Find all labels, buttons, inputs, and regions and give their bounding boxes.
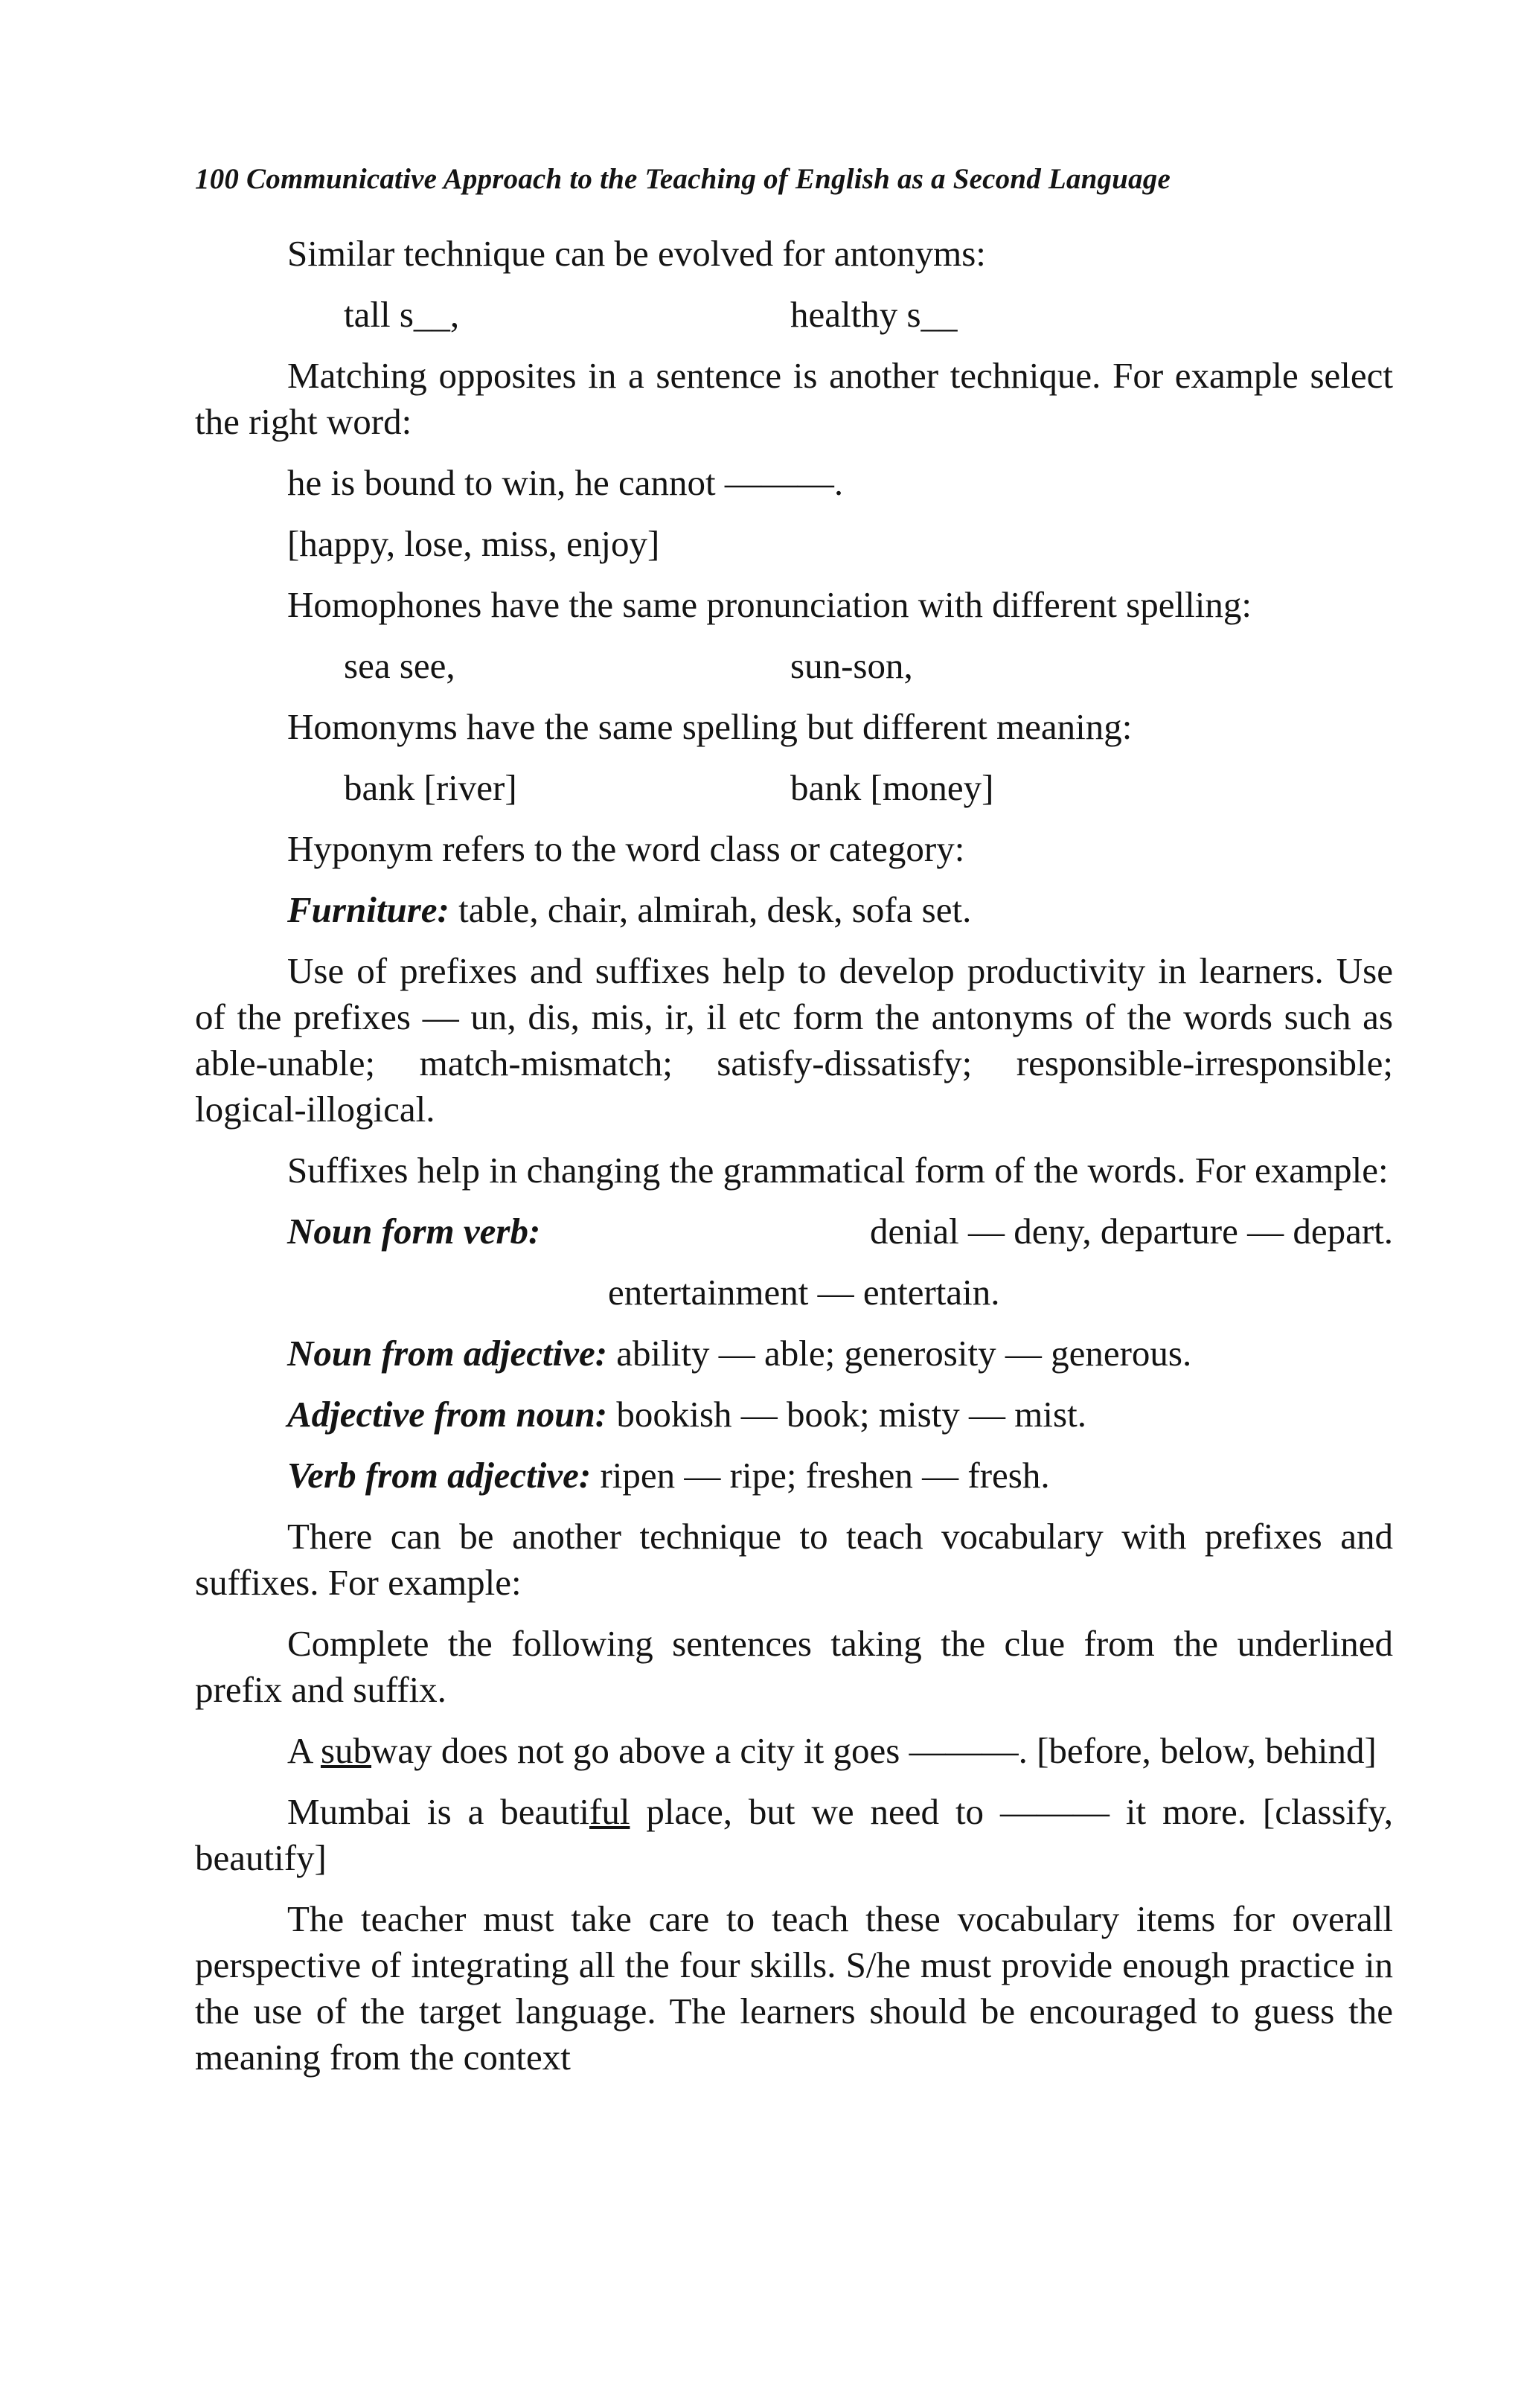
subway-post: way does not go above a city it goes ———. [before, below, behind]: [371, 1730, 1377, 1771]
noun-verb-row: [195, 1208, 1393, 1255]
mumbai-post: place, but we need to ——— it more. [classify, beautify]: [195, 1791, 1393, 1878]
noun-adjective-example: ability — able; generosity — generous.: [607, 1333, 1192, 1374]
antonyms-intro: Similar technique can be evolved for antonyms:: [287, 233, 986, 274]
homophone-example-2: sun-son,: [790, 645, 913, 686]
verb-adjective-label: Verb from adjective:: [287, 1455, 592, 1496]
homophones-intro: Homophones have the same pronunciation with different spelling:: [287, 584, 1252, 625]
mumbai-exercise: [195, 1789, 1393, 1881]
noun-verb-example-1: denial — deny, departure — depart.: [870, 1211, 1393, 1252]
adjective-noun-example: bookish — book; misty — mist.: [607, 1394, 1086, 1435]
noun-adjective-label: Noun from adjective:: [287, 1333, 608, 1374]
antonyms-examples: [195, 292, 1393, 338]
subway-exercise: [195, 1728, 1393, 1774]
suffixes-paragraph: Suffixes help in changing the grammatical form of the words. For example:: [287, 1150, 1389, 1191]
hyponym-intro: Hyponym refers to the word class or category:: [287, 828, 965, 869]
subway-pre: A: [287, 1730, 321, 1771]
noun-verb-label: Noun form verb:: [287, 1211, 541, 1252]
homonyms-examples: [195, 765, 1393, 811]
verb-adjective-row: [195, 1453, 1393, 1499]
hyponym-example: [195, 887, 1393, 933]
antonym-example-1: tall s__,: [344, 294, 460, 335]
mumbai-pre: Mumbai is a beauti: [287, 1791, 589, 1832]
homonym-example-1: bank [river]: [344, 767, 517, 808]
antonym-example-2: healthy s__: [790, 294, 958, 335]
homophones-examples: [195, 643, 1393, 689]
hyponym-label: Furniture:: [287, 889, 449, 930]
subway-prefix: sub: [320, 1730, 372, 1771]
noun-verb-example-2: entertainment — entertain.: [608, 1272, 1000, 1313]
homophone-example-1: sea see,: [344, 645, 455, 686]
mumbai-suffix: ful: [589, 1791, 630, 1832]
hyponym-text: table, chair, almirah, desk, sofa set.: [449, 889, 972, 930]
noun-adjective-row: [195, 1331, 1393, 1377]
page-body: [195, 231, 1393, 2095]
adjective-noun-label: Adjective from noun:: [287, 1394, 608, 1435]
verb-adjective-example: ripen — ripe; freshen — fresh.: [591, 1455, 1050, 1496]
closing-paragraph: The teacher must take care to teach these vocabulary items for overall perspective of integrating all the four skills. S/he must provide enough practice in the use of the target language. The learners should be encouraged to guess the meaning from the context: [195, 1898, 1393, 2078]
running-head: 100 Communicative Approach to the Teaching of English as a Second Language: [195, 163, 1171, 195]
matching-options: [happy, lose, miss, enjoy]: [287, 523, 660, 564]
technique-paragraph: There can be another technique to teach vocabulary with prefixes and suffixes. For example:: [195, 1516, 1393, 1603]
homonyms-intro: Homonyms have the same spelling but different meaning:: [287, 706, 1133, 747]
prefixes-paragraph: Use of prefixes and suffixes help to develop productivity in learners. Use of the prefixes — un, dis, mis, ir, il etc form the antonyms of the words such as able-unable; match-mismatch; satisfy-dissatisfy; responsible-irresponsible; logical-illogical.: [195, 950, 1393, 1130]
adjective-noun-row: [195, 1392, 1393, 1438]
matching-sentence: he is bound to win, he cannot ———.: [287, 462, 844, 503]
homonym-example-2: bank [money]: [790, 767, 994, 808]
matching-intro: Matching opposites in a sentence is another technique. For example select the right word:: [195, 355, 1393, 442]
complete-paragraph: Complete the following sentences taking the clue from the underlined prefix and suffix.: [195, 1623, 1393, 1710]
